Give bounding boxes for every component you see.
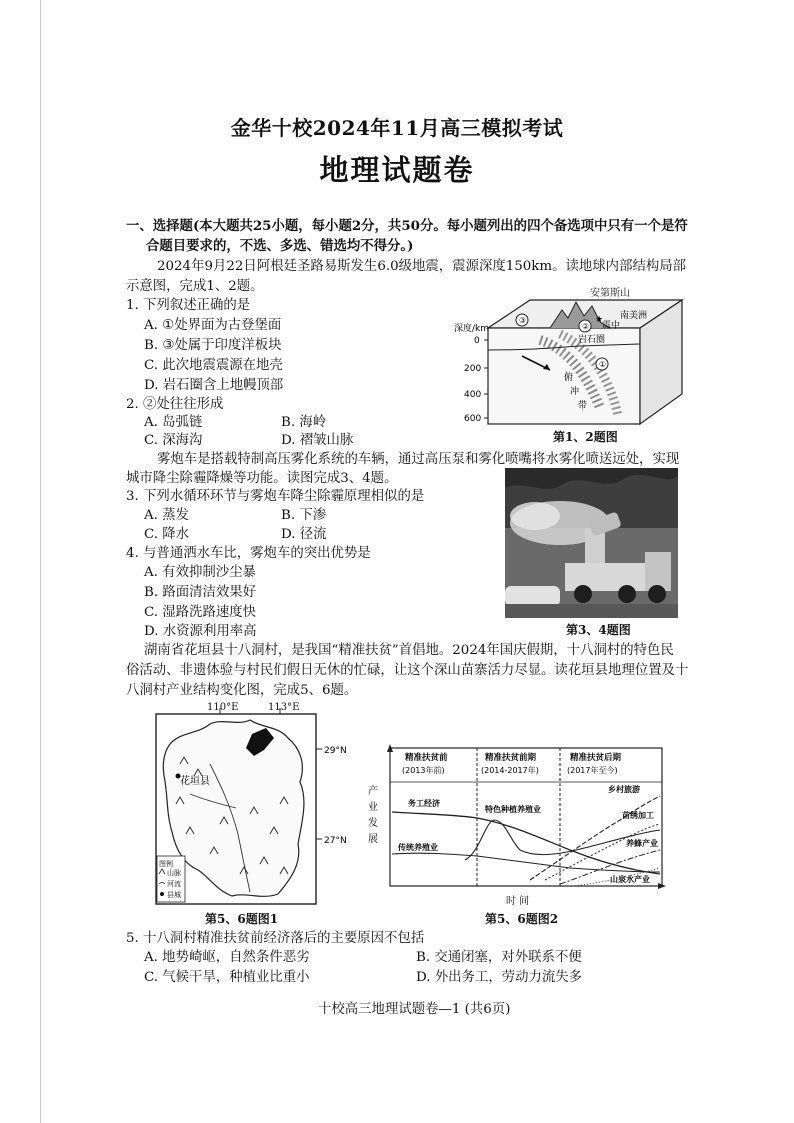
exam-title: 金华十校2024年11月高三模拟考试 (230, 116, 564, 140)
subduction-char-2: 冲 (570, 387, 580, 397)
industry-structure-chart (360, 740, 672, 900)
subduction-char-3: 带 (578, 401, 588, 411)
q5-6-intro-line1: 湖南省花垣县十八洞村，是我国“精准扶贫”首倡地。2024年国庆假期，十八洞村的特色民 (144, 643, 674, 658)
ylabel-4: 展 (368, 834, 378, 845)
q5-option-b[interactable]: B. 交通闭塞，对外联系不便 (416, 950, 582, 965)
period1-name: 精准扶贫前 (405, 753, 448, 763)
label-3: ③ (519, 316, 527, 325)
section-instructions-line2: 合题目要求的，不选、多选、错选均不得分。) (146, 238, 414, 254)
q1-option-d[interactable]: D. 岩石圈含上地幔顶部 (144, 378, 284, 393)
page-footer: 十校高三地理试题卷—1 (共6页) (318, 1002, 511, 1017)
figure-1-2-caption: 第1、2题图 (553, 430, 618, 444)
depth-600: 600 (464, 414, 482, 424)
legend-mountain: 山脉 (167, 869, 181, 877)
q3-stem: 3. 下列水循环环节与雾炮车降尘除霾原理相似的是 (126, 489, 425, 504)
huayuan-location-map (150, 704, 355, 910)
andes-label: 安第斯山 (590, 288, 630, 299)
lat-29: 29°N (324, 746, 347, 756)
depth-400: 400 (464, 390, 482, 400)
q3-option-d[interactable]: D. 径流 (281, 527, 327, 542)
q2-option-c[interactable]: C. 深海沟 (144, 433, 203, 448)
earth-structure-figure (450, 298, 690, 448)
q3-4-intro-line2: 城市降尘除霾降燥等功能。读图完成3、4题。 (126, 471, 398, 486)
epicenter-label: 震中 (602, 321, 621, 331)
series-food-label: 苗绣加工 (622, 811, 654, 820)
ylabel-1: 产 (368, 786, 378, 797)
period3-years: (2017年至今) (567, 766, 618, 775)
q4-option-d[interactable]: D. 水资源利用率高 (144, 624, 257, 639)
q1-stem: 1. 下列叙述正确的是 (126, 298, 251, 313)
lithosphere-label: 岩石圈 (578, 335, 606, 345)
q4-option-c[interactable]: C. 湿路洗路速度快 (144, 605, 257, 620)
q1-2-intro-line2: 示意图，完成1、2题。 (126, 279, 264, 294)
series-spring-label: 山泉水产业 (610, 875, 650, 884)
q4-option-b[interactable]: B. 路面清洁效果好 (144, 585, 257, 600)
q3-4-intro-line1: 雾炮车是搭载特制高压雾化系统的车辆，通过高压泵和雾化喷嘴将水雾化喷送远处，实现 (157, 452, 680, 467)
q1-option-b[interactable]: B. ③处属于印度洋板块 (144, 338, 282, 353)
q2-option-a[interactable]: A. 岛弧链 (144, 415, 203, 430)
period1-years: (2013年前) (402, 766, 445, 775)
series-trad-label: 传统养殖业 (398, 843, 438, 852)
q5-option-a[interactable]: A. 地势崎岖，自然条件恶劣 (144, 950, 310, 965)
ylabel-3: 发 (368, 818, 378, 829)
legend-county: 县城 (167, 891, 181, 899)
continent-label: 南美洲 (620, 311, 648, 321)
q5-6-intro-line3: 八洞村产业结构变化图，完成5、6题。 (126, 683, 358, 698)
q5-stem: 5. 十八洞村精准扶贫前经济落后的主要原因不包括 (126, 931, 425, 946)
section-instructions-line1: 一、选择题(本大题共25小题，每小题2分，共50分。每小题列出的四个备选项中只有一个是符 (126, 218, 688, 234)
period3-name: 精准扶贫后期 (570, 753, 622, 763)
label-1: ① (599, 360, 607, 369)
q1-option-a[interactable]: A. ①处界面为古登堡面 (144, 318, 282, 333)
legend-river: 河流 (167, 880, 181, 888)
q2-stem: 2. ②处往往形成 (126, 397, 224, 412)
series-bee-label: 养蜂产业 (626, 839, 658, 848)
figure-5-6-chart-caption: 第5、6题图2 (485, 912, 559, 926)
period2-years: (2014-2017年) (481, 766, 539, 775)
q1-2-intro-line1: 2024年9月22日阿根廷圣路易斯发生6.0级地震，震源深度150km。读地球内部结构局部 (157, 259, 687, 274)
depth-200: 200 (464, 364, 482, 374)
q5-option-d[interactable]: D. 外出务工，劳动力流失多 (416, 970, 583, 985)
q3-option-a[interactable]: A. 蒸发 (144, 508, 189, 523)
series-work-label: 务工经济 (408, 799, 440, 808)
series-tour-label: 乡村旅游 (608, 785, 640, 794)
q3-option-b[interactable]: B. 下渗 (281, 508, 327, 523)
depth-0: 0 (474, 336, 480, 346)
county-label: 花垣县 (180, 776, 210, 787)
lon-113: 113°E (268, 702, 300, 713)
lon-110: 110°E (207, 702, 239, 713)
q4-option-a[interactable]: A. 有效抑制沙尘暴 (144, 565, 256, 580)
q2-option-d[interactable]: D. 褶皱山脉 (281, 433, 354, 448)
q1-option-c[interactable]: C. 此次地震震源在地壳 (144, 358, 283, 373)
legend-title: 图例 (159, 860, 173, 868)
q5-option-c[interactable]: C. 气候干旱，种植业比重小 (144, 970, 310, 985)
paper-title: 地理试题卷 (319, 153, 475, 187)
q3-option-c[interactable]: C. 降水 (144, 527, 190, 542)
lat-27: 27°N (324, 836, 347, 846)
fog-cannon-truck-photo (505, 468, 678, 618)
legend-county-icon (160, 892, 164, 896)
q2-option-b[interactable]: B. 海岭 (281, 415, 327, 430)
series-special-label: 特色种植养殖业 (485, 805, 541, 814)
period2-name: 精准扶贫前期 (485, 753, 537, 763)
depth-axis-label: 深度/km (454, 324, 490, 334)
xlabel: 时 间 (506, 896, 530, 907)
figure-3-4-caption: 第3、4题图 (566, 623, 631, 637)
q5-6-intro-line2: 俗活动、非遗体验与村民们假日无休的忙碌，让这个深山苗寨活力尽显。读花垣县地理位置及十 (126, 663, 689, 678)
subduction-char-1: 俯 (564, 373, 574, 383)
epicenter-star-icon: ★ (595, 315, 604, 325)
ylabel-2: 业 (368, 802, 378, 813)
label-2: ② (582, 322, 590, 331)
q4-stem: 4. 与普通洒水车比，雾炮车的突出优势是 (126, 546, 371, 561)
figure-5-6-map-caption: 第5、6题图1 (205, 912, 279, 926)
